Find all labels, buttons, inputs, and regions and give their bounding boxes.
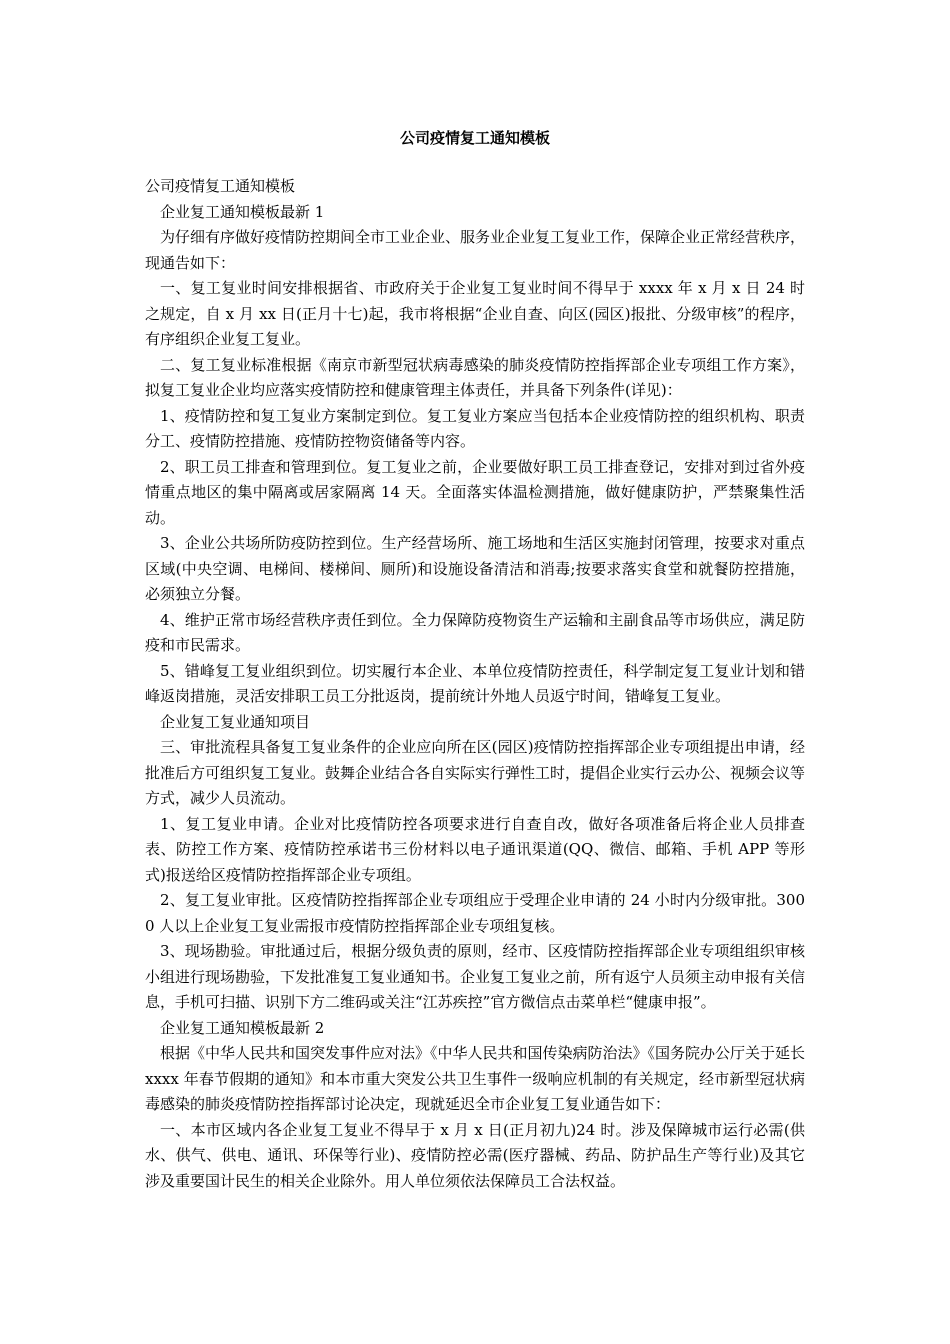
paragraph: 一、复工复业时间安排根据省、市政府关于企业复工复业时间不得早于 xxxx 年 x 月 x 日 24 时之规定，自 x 月 xx 日(正月十七)起，我市将根据“企业自查、向区(园区)报批、分级审核”的程序，有序组织企业复工复业。 <box>145 279 805 348</box>
section-heading: 企业复工复业通知项目 <box>160 712 311 731</box>
paragraph: 二、复工复业标准根据《南京市新型冠状病毒感染的肺炎疫情防控指挥部企业专项组工作方案》，拟复工复业企业均应落实疫情防控和健康管理主体责任，并具备下列条件(详见)： <box>145 355 805 399</box>
document-title: 公司疫情复工通知模板 <box>399 129 550 147</box>
paragraph: 1、复工复业申请。企业对比疫情防控各项要求进行自查自改，做好各项准备后将企业人员排查表、防控工作方案、疫情防控承诺书三份材料以电子通讯渠道(QQ、微信、邮箱、手机 APP 等形式)报送给区疫情防控指挥部企业专项组。 <box>145 814 805 884</box>
paragraph: 4、维护正常市场经营秩序责任到位。全力保障防疫物资生产运输和主副食品等市场供应，满足防疫和市民需求。 <box>145 610 805 654</box>
paragraph: 5、错峰复工复业组织到位。切实履行本企业、本单位疫情防控责任，科学制定复工复业计划和错峰返岗措施，灵活安排职工员工分批返岗，提前统计外地人员返宁时间，错峰复工复业。 <box>145 661 805 705</box>
section-heading: 企业复工通知模板最新 1 <box>160 202 325 221</box>
paragraph: 三、审批流程具备复工复业条件的企业应向所在区(园区)疫情防控指挥部企业专项组提出申请，经批准后方可组织复工复业。鼓舞企业结合各自实际实行弹性工时，提倡企业实行云办公、视频会议等方式，减少人员流动。 <box>145 738 806 807</box>
paragraph: 公司疫情复工通知模板 <box>145 177 296 195</box>
document-body <box>145 174 805 1194</box>
paragraph: 1、疫情防控和复工复业方案制定到位。复工复业方案应当包括本企业疫情防控的组织机构、职责分工、疫情防控措施、疫情防控物资储备等内容。 <box>145 406 805 450</box>
paragraph: 一、本市区域内各企业复工复业不得早于 x 月 x 日(正月初九)24 时。涉及保障城市运行必需(供水、供气、供电、通讯、环保等行业)、疫情防控必需(医疗器械、药品、防护品生产等行业)及其它涉及重要国计民生的相关企业除外。用人单位须依法保障员工合法权益。 <box>145 1120 805 1190</box>
paragraph: 根据《中华人民共和国突发事件应对法》《中华人民共和国传染病防治法》《国务院办公厅关于延长 xxxx 年春节假期的通知》和本市重大突发公共卫生事件一级响应机制的有关规定，经市新型冠状病毒感染的肺炎疫情防控指挥部讨论决定，现就延迟全市企业复工复业通告如下： <box>145 1044 806 1113</box>
paragraph: 3、企业公共场所防疫防控到位。生产经营场所、施工场地和生活区实施封闭管理，按要求对重点区域(中央空调、电梯间、楼梯间、厕所)和设施设备清洁和消毒;按要求落实食堂和就餐防控措施，必须独立分餐。 <box>145 534 805 603</box>
section-heading: 企业复工通知模板最新 2 <box>160 1018 325 1037</box>
paragraph: 2、职工员工排查和管理到位。复工复业之前，企业要做好职工员工排查登记，安排对到过省外疫情重点地区的集中隔离或居家隔离 14 天。全面落实体温检测措施，做好健康防护，严禁聚集性活动。 <box>145 457 805 527</box>
paragraph: 2、复工复业审批。区疫情防控指挥部企业专项组应于受理企业申请的 24 小时内分级审批。3000 人以上企业复工复业需报市疫情防控指挥部企业专项组复核。 <box>145 891 805 935</box>
paragraph: 3、现场勘验。审批通过后，根据分级负责的原则，经市、区疫情防控指挥部企业专项组组织审核小组进行现场勘验，下发批准复工复业通知书。企业复工复业之前，所有返宁人员须主动申报有关信息，手机可扫描、识别下方二维码或关注“江苏疾控”官方微信点击菜单栏“健康申报”。 <box>145 942 806 1011</box>
paragraph: 为仔细有序做好疫情防控期间全市工业企业、服务业企业复工复业工作，保障企业正常经营秩序，现通告如下： <box>145 228 806 272</box>
